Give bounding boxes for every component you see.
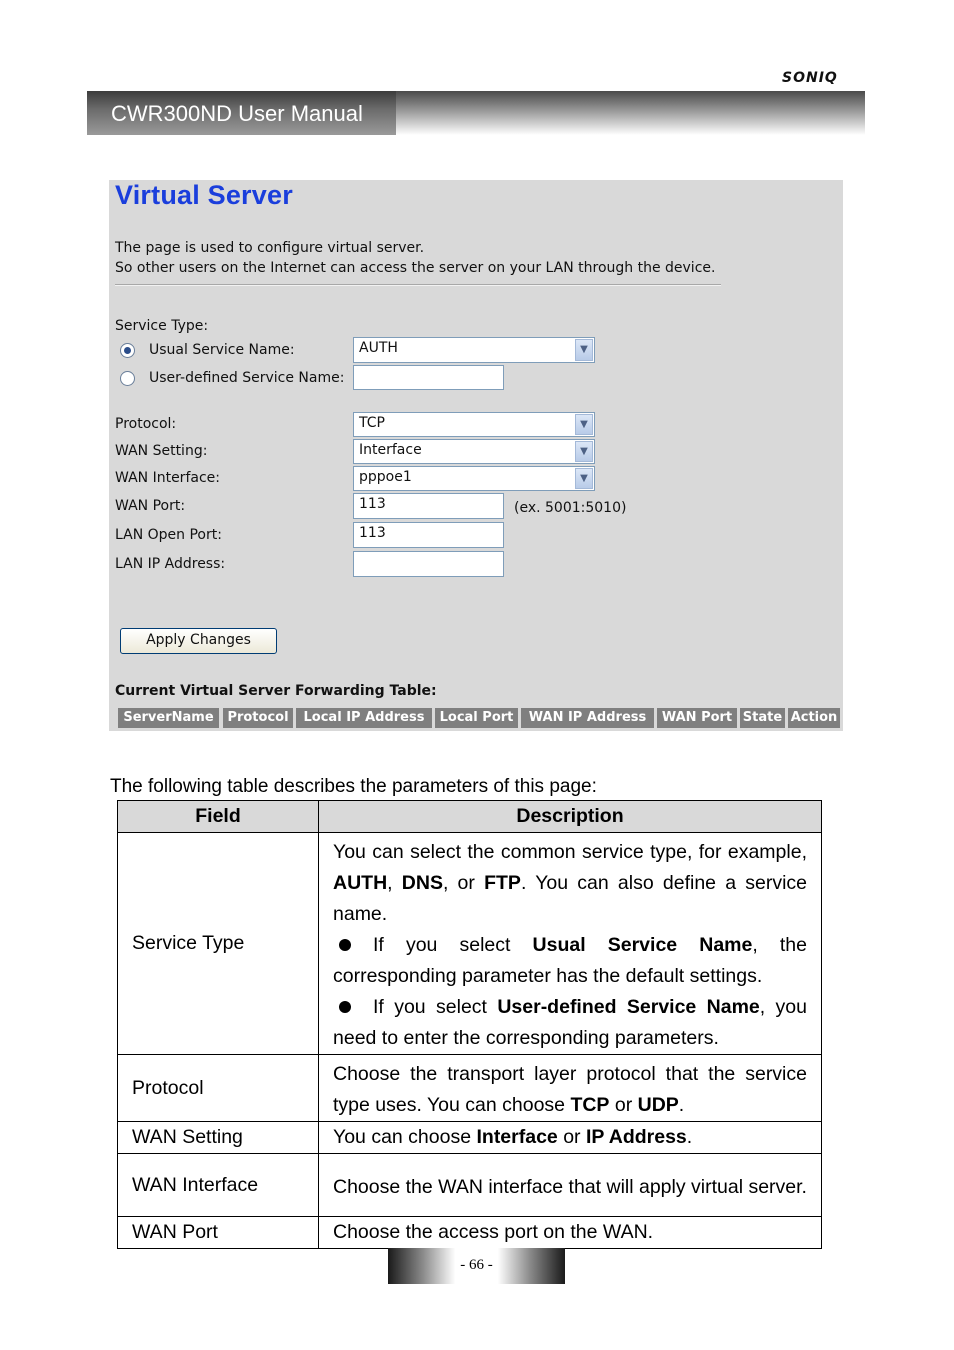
protocol-select[interactable]	[353, 412, 595, 437]
column-header-action: Action	[788, 708, 840, 728]
wan-port-label: WAN Port:	[115, 498, 186, 514]
chevron-down-icon[interactable]: ▼	[575, 441, 593, 462]
usual-service-radio[interactable]	[120, 343, 135, 358]
table-row	[118, 1055, 822, 1122]
wan-setting-label: WAN Setting:	[115, 443, 208, 459]
lan-ip-input[interactable]	[353, 551, 504, 577]
wan-setting-select[interactable]	[353, 439, 595, 464]
lan-ip-label: LAN IP Address:	[115, 556, 226, 572]
wan-port-input[interactable]: 113	[353, 493, 504, 519]
usual-service-select[interactable]	[353, 337, 595, 363]
intro-line-1: The page is used to configure virtual server.	[115, 240, 425, 256]
wan-interface-value: pppoe1	[359, 469, 412, 485]
field-cell: Protocol	[118, 1055, 319, 1122]
user-defined-label: User-defined Service Name:	[149, 370, 345, 386]
column-header-wan-port: WAN Port	[657, 708, 737, 728]
field-cell: WAN Setting	[118, 1122, 319, 1154]
chevron-down-icon[interactable]: ▼	[575, 414, 593, 435]
description-cell: Choose the transport layer protocol that the service type uses. You can choose TCP or UDP.	[319, 1055, 822, 1122]
intro-text	[115, 238, 715, 278]
field-cell: Service Type	[118, 833, 319, 1055]
column-header-protocol: Protocol	[223, 708, 293, 728]
wan-port-example: (ex. 5001:5010)	[514, 500, 627, 516]
column-header-wan-ip: WAN IP Address	[521, 708, 654, 728]
virtual-server-screenshot	[109, 180, 843, 731]
table-row	[118, 1154, 822, 1217]
intro-line-2: So other users on the Internet can access the server on your LAN through the device.	[115, 260, 716, 276]
column-header-state: State	[740, 708, 785, 728]
chevron-down-icon[interactable]: ▼	[575, 339, 593, 361]
brand-logo: SONIQ	[782, 70, 838, 86]
table-row	[118, 1217, 822, 1249]
wan-interface-select[interactable]	[353, 466, 595, 491]
manual-title: CWR300ND User Manual	[111, 101, 363, 126]
parameter-table	[117, 800, 822, 1249]
lan-open-port-label: LAN Open Port:	[115, 527, 222, 543]
protocol-label: Protocol:	[115, 416, 177, 432]
bullet-icon	[339, 939, 351, 951]
description-cell: You can select the common service type, for example, AUTH, DNS, or FTP. You can also define a service name. If you select Usual Service Name, the corresponding parameter has the default settings. If you select User-defined Service Name, you need to enter the corresponding parameters.	[319, 833, 822, 1055]
column-header-local-ip: Local IP Address	[296, 708, 432, 728]
field-cell: WAN Interface	[118, 1154, 319, 1217]
description-cell: Choose the access port on the WAN.	[319, 1217, 822, 1249]
user-defined-input[interactable]	[353, 365, 504, 390]
table-intro: The following table describes the parameters of this page:	[110, 776, 597, 797]
service-type-label: Service Type:	[115, 318, 209, 334]
usual-service-value: AUTH	[359, 340, 398, 356]
forwarding-table-title: Current Virtual Server Forwarding Table:	[115, 683, 437, 699]
wan-setting-value: Interface	[359, 442, 422, 458]
lan-open-port-input[interactable]: 113	[353, 522, 504, 548]
field-cell: WAN Port	[118, 1217, 319, 1249]
header-field: Field	[118, 801, 319, 833]
description-cell: Choose the WAN interface that will apply virtual server.	[319, 1154, 822, 1217]
page-title: Virtual Server	[115, 180, 293, 210]
user-defined-radio[interactable]	[120, 371, 135, 386]
column-header-servername: ServerName	[118, 708, 219, 728]
table-row	[118, 833, 822, 1055]
page-number: - 66 -	[388, 1248, 565, 1284]
chevron-down-icon[interactable]: ▼	[575, 468, 593, 489]
usual-service-label: Usual Service Name:	[149, 342, 295, 358]
header-description: Description	[319, 801, 822, 833]
protocol-value: TCP	[359, 415, 385, 431]
column-header-local-port: Local Port	[435, 708, 518, 728]
wan-interface-label: WAN Interface:	[115, 470, 220, 486]
table-row	[118, 1122, 822, 1154]
divider	[115, 284, 721, 286]
table-header-row	[118, 801, 822, 833]
bullet-icon	[339, 1001, 351, 1013]
apply-changes-button[interactable]: Apply Changes	[120, 628, 277, 654]
description-cell: You can choose Interface or IP Address.	[319, 1122, 822, 1154]
